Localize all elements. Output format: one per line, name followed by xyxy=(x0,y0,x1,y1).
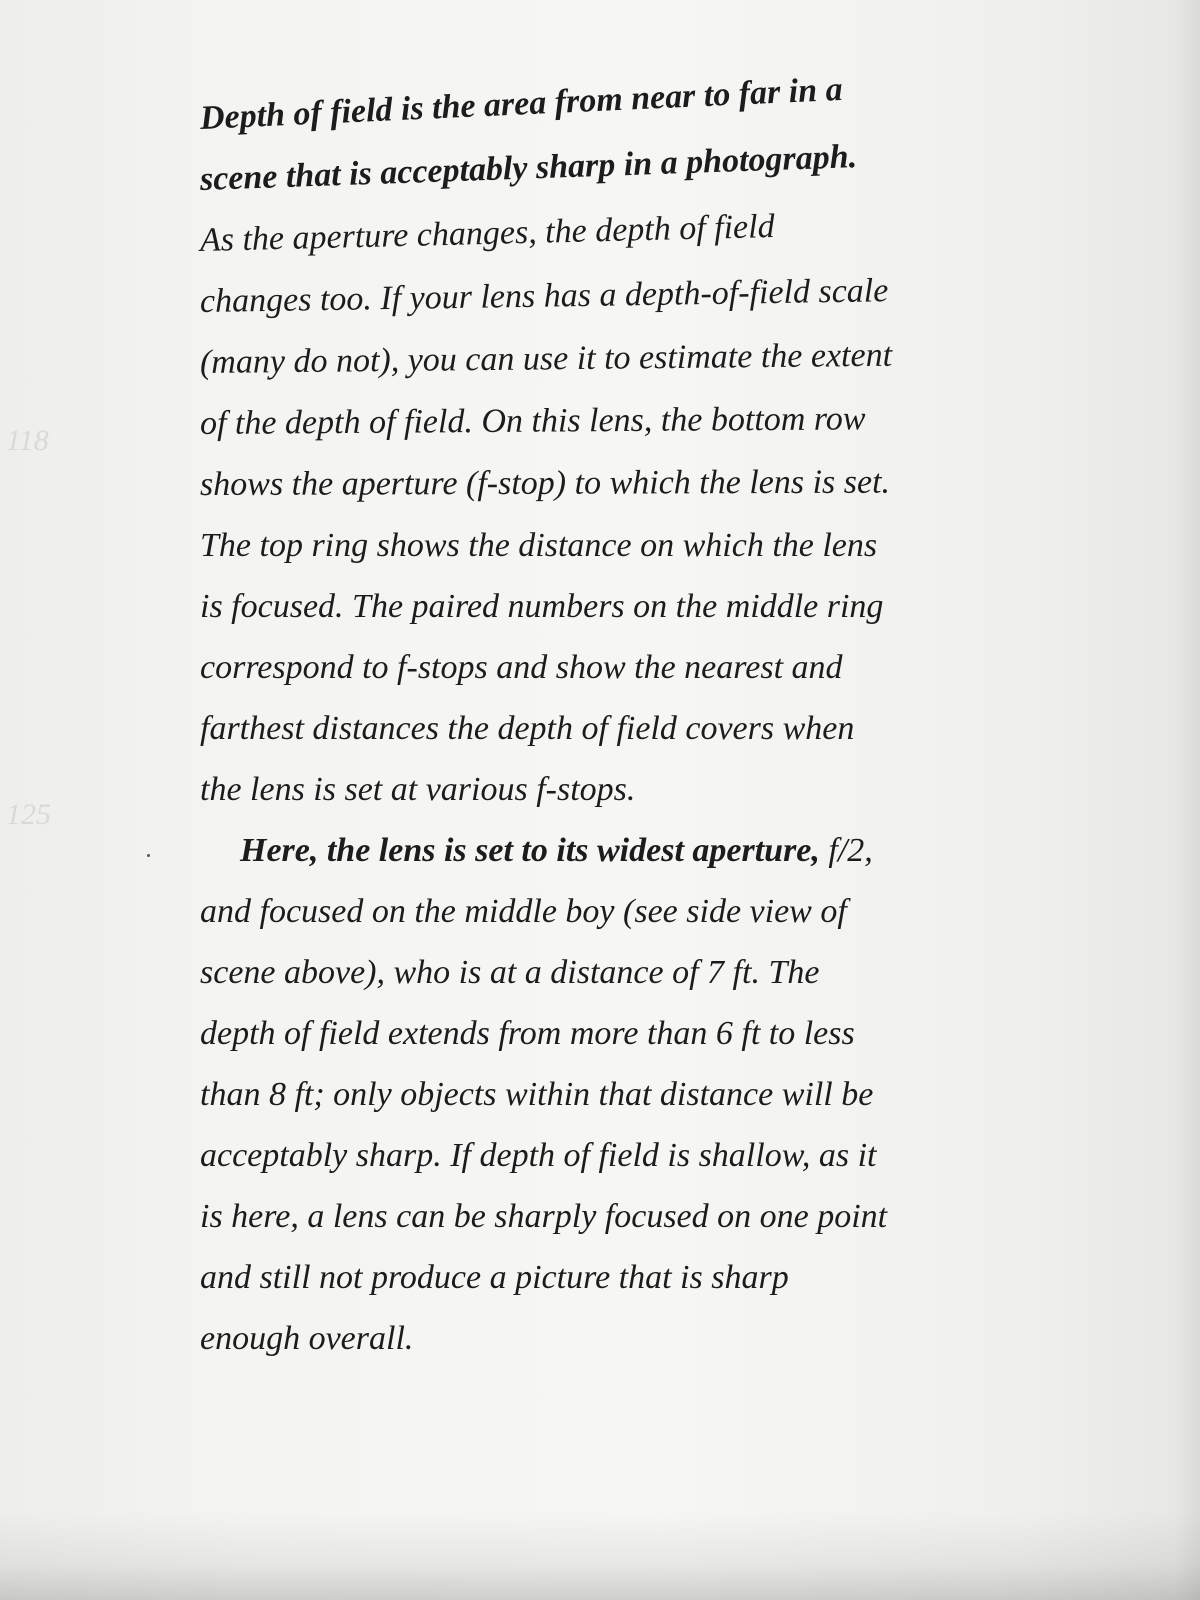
text-line: As the aperture changes, the depth of field xyxy=(199,207,776,259)
text-line: The top ring shows the distance on which the lens xyxy=(200,527,878,564)
text-line: is focused. The paired numbers on the middle ring xyxy=(200,588,884,625)
text-line: the lens is set at various f-stops. xyxy=(200,771,636,808)
bleed-through-text: 125 xyxy=(6,798,51,831)
bleed-through-text: 118 xyxy=(6,424,49,457)
text-line: correspond to f-stops and show the nearest and xyxy=(200,649,843,686)
text-line: farthest distances the depth of field covers when xyxy=(200,710,855,747)
text-line: acceptably sharp. If depth of field is shallow, as it xyxy=(200,1137,877,1174)
text-line xyxy=(200,820,1060,881)
text-line: shows the aperture (f-stop) to which the lens is set. xyxy=(199,463,891,503)
text-line: enough overall. xyxy=(200,1320,414,1357)
text-line: than 8 ft; only objects within that distance will be xyxy=(200,1076,874,1113)
text-line: changes too. If your lens has a depth-of-field scale xyxy=(199,272,889,320)
text-line: scene above), who is at a distance of 7 ft. The xyxy=(200,954,820,991)
paragraph-lens-example xyxy=(200,820,1060,1369)
text-line: scene that is acceptably sharp in a photograph. xyxy=(199,138,858,198)
text-line: Depth of field is the area from near to far in a xyxy=(199,70,844,137)
aperture-value: f/2, xyxy=(819,832,873,869)
ink-speck xyxy=(147,854,150,857)
text-line: and focused on the middle boy (see side view of xyxy=(200,893,847,930)
text-line: of the depth of field. On this lens, the bottom row xyxy=(199,400,866,442)
text-line: is here, a lens can be sharply focused on one point xyxy=(200,1198,888,1235)
page-edge xyxy=(1174,0,1200,1600)
paragraph-depth-of-field xyxy=(199,70,1060,820)
body-text xyxy=(199,70,1060,1369)
text-line: depth of field extends from more than 6 ft to less xyxy=(200,1015,855,1052)
text-line: (many do not), you can use it to estimate the extent xyxy=(199,336,893,381)
bold-lead: Here, the lens is set to its widest aperture, xyxy=(240,832,820,869)
page-bottom-shadow xyxy=(0,1510,1200,1600)
text-line: and still not produce a picture that is sharp xyxy=(200,1259,789,1296)
